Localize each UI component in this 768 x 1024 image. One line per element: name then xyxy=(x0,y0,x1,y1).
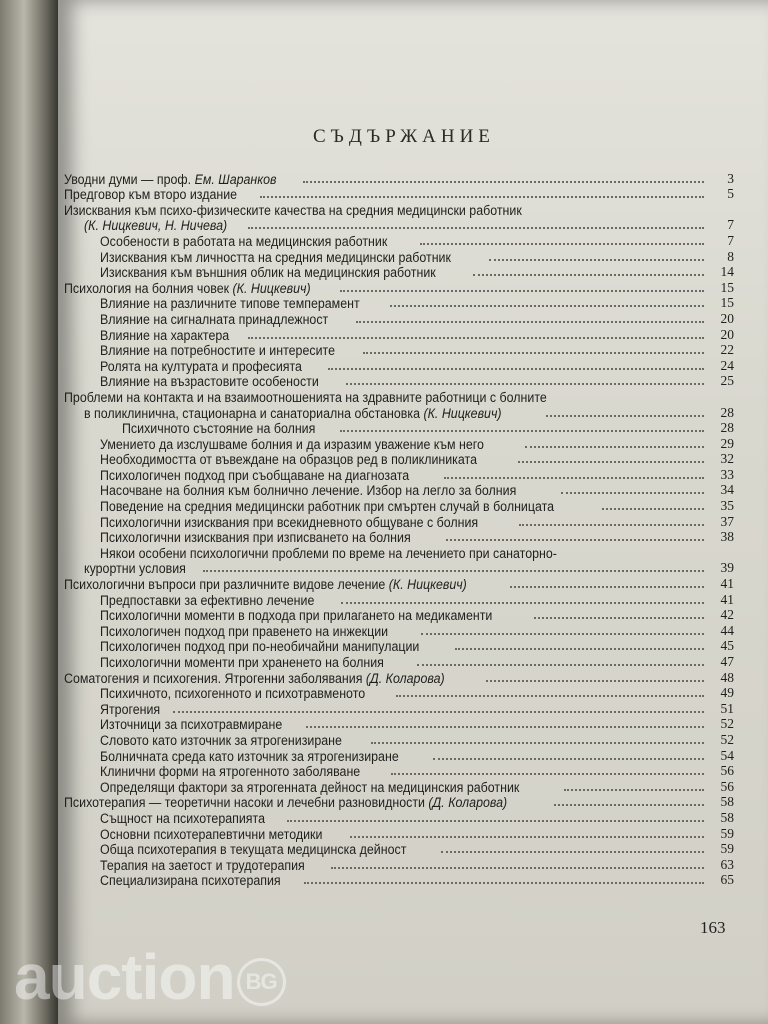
entry-page-number: 44 xyxy=(720,622,734,638)
entry-text: Умението да изслушваме болния и да изразим уважение към него xyxy=(100,436,484,452)
entry-text: Определящи фактори за ятрогенната дейност на медицинския работник xyxy=(100,779,520,795)
entry-page-number: 52 xyxy=(720,716,734,732)
dot-leader xyxy=(554,804,704,806)
watermark-logo xyxy=(14,940,286,1014)
entry-title-continued xyxy=(84,406,502,421)
entry-title xyxy=(100,530,411,545)
entry-title xyxy=(122,421,315,436)
entry-text: Проблеми на контакта и на взаимоотношенията на здравните работници с болните xyxy=(64,389,547,405)
entry-page-number: 32 xyxy=(720,451,734,467)
entry-author: Ем. Шаранков xyxy=(194,171,277,187)
entry-page-number: 54 xyxy=(720,747,734,763)
toc-entry xyxy=(64,280,734,296)
toc-entry xyxy=(64,233,734,249)
toc-entry xyxy=(64,873,734,889)
toc-entry xyxy=(64,467,734,483)
dot-leader xyxy=(363,352,704,354)
entry-text: Влияние на сигналната принадлежност xyxy=(100,311,329,327)
dot-leader xyxy=(519,524,704,526)
dot-leader xyxy=(446,539,704,541)
entry-text: Предговор към второ издание xyxy=(64,187,238,203)
entry-page-number: 34 xyxy=(720,482,734,498)
dot-leader xyxy=(546,415,704,417)
toc-entry xyxy=(64,436,734,452)
dot-leader xyxy=(173,711,704,713)
entry-page-number: 63 xyxy=(720,856,734,872)
entry-title xyxy=(100,515,478,530)
entry-text: Влияние на потребностите и интересите xyxy=(100,343,335,359)
toc-entry xyxy=(64,654,734,670)
entry-title xyxy=(64,281,311,296)
entry-text: Терапия на заетост и трудотерапия xyxy=(100,857,305,873)
entry-text: Ятрогения xyxy=(100,701,161,717)
entry-page-number: 28 xyxy=(720,404,734,420)
entry-text: Изисквания към личността на средния медицински работник xyxy=(100,249,451,265)
entry-page-number: 56 xyxy=(720,763,734,779)
entry-title xyxy=(100,468,409,483)
entry-title xyxy=(100,686,365,701)
toc-entry xyxy=(64,265,734,281)
entry-page-number: 51 xyxy=(720,700,734,716)
entry-text: Влияние на различните типове темперамент xyxy=(100,296,360,312)
toc-entry xyxy=(64,343,734,359)
toc-entry xyxy=(64,779,734,795)
entry-text: Източници за психотравмиране xyxy=(100,717,283,733)
entry-page-number: 20 xyxy=(720,326,734,342)
dot-leader xyxy=(390,305,704,307)
entry-page-number: 58 xyxy=(720,794,734,810)
entry-title xyxy=(100,452,477,467)
entry-title xyxy=(100,858,305,873)
entry-page-number: 41 xyxy=(720,576,734,592)
entry-text: Някои особени психологични проблеми по време на лечението при санаторно- xyxy=(100,545,557,561)
dot-leader xyxy=(341,602,704,604)
table-of-contents xyxy=(64,171,734,888)
toc-entry xyxy=(64,810,734,826)
entry-title xyxy=(100,359,302,374)
dot-leader xyxy=(421,633,704,635)
entry-text: Същност на психотерапията xyxy=(100,810,265,826)
entry-text: Влияние на възрастовите особености xyxy=(100,374,319,390)
dot-leader xyxy=(518,461,704,463)
entry-text: Изисквания към психо-физическите качества на средния медицински работник xyxy=(64,202,522,218)
entry-page-number: 42 xyxy=(720,607,734,623)
entry-title xyxy=(100,702,160,717)
entry-title xyxy=(100,717,282,732)
entry-page-number: 49 xyxy=(720,685,734,701)
toc-entry xyxy=(64,187,734,203)
entry-text: Необходимостта от въвеждане на образцов ред в поликлиниката xyxy=(100,452,477,468)
entry-title-continued xyxy=(84,218,227,233)
entry-page-number: 52 xyxy=(720,731,734,747)
toc-entry xyxy=(64,608,734,624)
toc-entry xyxy=(64,623,734,639)
dot-leader xyxy=(371,742,704,744)
entry-title xyxy=(100,873,281,888)
toc-entry xyxy=(64,842,734,858)
dot-leader xyxy=(525,446,704,448)
entry-author: (Д. Коларова) xyxy=(428,795,508,811)
toc-entry xyxy=(64,389,734,405)
dot-leader xyxy=(303,181,704,183)
dot-leader xyxy=(489,259,704,261)
entry-page-number: 59 xyxy=(720,825,734,841)
entry-page-number: 56 xyxy=(720,778,734,794)
dot-leader xyxy=(510,586,704,588)
toc-entry xyxy=(64,857,734,873)
entry-author: (К. Ницкевич) xyxy=(423,405,502,421)
dot-leader xyxy=(420,243,704,245)
entry-page-number: 7 xyxy=(727,232,734,248)
entry-title xyxy=(100,733,342,748)
entry-text: Клинични форми на ятрогенното заболяване xyxy=(100,764,361,780)
entry-title xyxy=(100,437,484,452)
dot-leader xyxy=(306,726,704,728)
entry-text: Уводни думи — проф. xyxy=(64,171,195,187)
entry-title xyxy=(100,827,322,842)
toc-entry xyxy=(64,592,734,608)
dot-leader xyxy=(248,227,704,229)
toc-entry xyxy=(64,764,734,780)
entry-text: Психологични изисквания при изписването на болния xyxy=(100,530,411,546)
watermark-text: auction xyxy=(14,941,235,1013)
page-title: СЪДЪРЖАНИЕ xyxy=(313,126,495,147)
dot-leader xyxy=(304,882,704,884)
entry-text: Основни психотерапевтични методики xyxy=(100,826,323,842)
dot-leader xyxy=(441,851,704,853)
dot-leader xyxy=(340,430,704,432)
toc-entry xyxy=(64,374,734,390)
toc-entry xyxy=(64,421,734,437)
entry-title xyxy=(100,780,519,795)
toc-entry xyxy=(64,202,734,218)
entry-page-number: 5 xyxy=(727,186,734,202)
dot-leader xyxy=(561,492,705,494)
entry-author: (Д. Коларова) xyxy=(365,670,445,686)
entry-text: Психологични моменти при храненето на болния xyxy=(100,655,384,670)
entry-text: Болничната среда като източник за ятрогенизиране xyxy=(100,748,399,764)
toc-entry xyxy=(64,514,734,530)
entry-text: Изисквания към външния облик на медицинския работник xyxy=(100,265,436,281)
entry-text: Психологични моменти в подхода при прилагането на медикаменти xyxy=(100,608,493,624)
entry-text: Психологичен подход при правенето на инжекции xyxy=(100,623,389,639)
toc-entry xyxy=(64,296,734,312)
entry-page-number: 41 xyxy=(720,591,734,607)
dot-leader xyxy=(486,680,704,682)
dot-leader xyxy=(396,695,704,697)
entry-author: (К. Ницкевич) xyxy=(388,577,467,593)
entry-text: Психичното, психогенното и психотравменото xyxy=(100,686,366,702)
entry-title xyxy=(100,374,319,389)
dot-leader xyxy=(248,337,704,339)
entry-text: Ролята на културата и професията xyxy=(100,358,302,374)
entry-text: Специализирана психотерапия xyxy=(100,873,281,889)
entry-title xyxy=(100,343,335,358)
entry-title xyxy=(100,265,436,280)
entry-title xyxy=(100,296,360,311)
entry-title xyxy=(100,483,516,498)
toc-entry xyxy=(64,576,734,592)
book-spine xyxy=(0,0,60,1024)
entry-text: Насочване на болния към болнично лечение. Избор на легло за болния xyxy=(100,483,517,499)
entry-author: (К. Ницкевич, Н. Ничева) xyxy=(84,218,228,234)
toc-entry xyxy=(64,732,734,748)
toc-entry xyxy=(64,748,734,764)
entry-title xyxy=(100,593,314,608)
entry-title xyxy=(100,546,557,561)
entry-title xyxy=(100,842,406,857)
entry-text-continued: курортни условия xyxy=(84,561,186,577)
dot-leader xyxy=(287,820,704,822)
entry-title xyxy=(64,390,547,405)
entry-title xyxy=(100,811,265,826)
toc-entry xyxy=(64,545,734,561)
dot-leader xyxy=(350,836,704,838)
entry-text: Психологични въпроси при различните видове лечение xyxy=(64,577,389,593)
entry-title xyxy=(64,203,522,218)
dot-leader xyxy=(417,664,704,666)
entry-page-number: 37 xyxy=(720,513,734,529)
toc-entry xyxy=(64,327,734,343)
entry-text: Психотерапия — теоретични насоки и лечебни разновидности xyxy=(64,795,429,811)
toc-entry xyxy=(64,452,734,468)
entry-page-number: 14 xyxy=(720,264,734,280)
entry-text: Обща психотерапия в текущата медицинска дейност xyxy=(100,842,407,858)
entry-page-number: 33 xyxy=(720,466,734,482)
toc-entry xyxy=(64,358,734,374)
dot-leader xyxy=(356,321,704,323)
entry-page-number: 25 xyxy=(720,373,734,389)
toc-entry xyxy=(64,218,734,234)
entry-page-number: 59 xyxy=(720,841,734,857)
entry-text: Предпоставки за ефективно лечение xyxy=(100,592,315,608)
entry-title xyxy=(100,499,554,514)
entry-page-number: 29 xyxy=(720,435,734,451)
dot-leader xyxy=(444,477,704,479)
entry-text: Особености в работата на медицинския работник xyxy=(100,233,388,249)
entry-text: Психологичен подход при по-необичайни манипулации xyxy=(100,639,420,655)
entry-text: Словото като източник за ятрогенизиране xyxy=(100,732,342,748)
entry-page-number: 28 xyxy=(720,420,734,436)
toc-entry xyxy=(64,701,734,717)
dot-leader xyxy=(473,274,704,276)
dot-leader xyxy=(331,867,704,869)
entry-page-number: 8 xyxy=(727,248,734,264)
entry-page-number: 7 xyxy=(727,217,734,233)
entry-title xyxy=(64,187,237,202)
toc-entry xyxy=(64,826,734,842)
dot-leader xyxy=(564,789,704,791)
entry-page-number: 45 xyxy=(720,638,734,654)
entry-page-number: 48 xyxy=(720,669,734,685)
dot-leader xyxy=(346,383,704,385)
toc-entry xyxy=(64,171,734,187)
entry-title xyxy=(100,234,387,249)
entry-page-number: 39 xyxy=(720,560,734,576)
entry-page-number: 22 xyxy=(720,342,734,358)
dot-leader xyxy=(602,508,704,510)
entry-page-number: 3 xyxy=(727,170,734,186)
entry-page-number: 38 xyxy=(720,529,734,545)
dot-leader xyxy=(260,196,704,198)
entry-page-number: 24 xyxy=(720,357,734,373)
entry-page-number: 15 xyxy=(720,279,734,295)
dot-leader xyxy=(203,570,704,572)
entry-title xyxy=(64,172,277,187)
entry-title xyxy=(100,250,451,265)
toc-entry xyxy=(64,405,734,421)
entry-page-number: 58 xyxy=(720,809,734,825)
toc-entry xyxy=(64,249,734,265)
toc-entry xyxy=(64,530,734,546)
entry-title xyxy=(100,608,492,623)
dot-leader xyxy=(328,368,704,370)
toc-entry xyxy=(64,686,734,702)
dot-leader xyxy=(391,773,704,775)
toc-entry xyxy=(64,561,734,577)
toc-entry xyxy=(64,311,734,327)
entry-title xyxy=(64,671,445,686)
entry-text: Психология на болния човек xyxy=(64,280,233,296)
entry-text: Психичното състояние на болния xyxy=(122,421,316,437)
entry-text: Поведение на средния медицински работник при смъртен случай в болницата xyxy=(100,499,555,515)
entry-page-number: 20 xyxy=(720,310,734,326)
dot-leader xyxy=(534,617,704,619)
page-number: 163 xyxy=(700,918,726,937)
entry-text: Психологичен подход при съобщаване на диагнозата xyxy=(100,467,410,483)
entry-title xyxy=(100,749,399,764)
entry-title xyxy=(100,655,384,670)
entry-title-continued xyxy=(84,561,186,576)
toc-entry xyxy=(64,670,734,686)
entry-text: Соматогения и психогения. Ятрогенни заболявания xyxy=(64,670,366,686)
entry-title xyxy=(100,312,328,327)
entry-page-number: 47 xyxy=(720,654,734,669)
entry-text: Психологични изисквания при всекидневното общуване с болния xyxy=(100,514,479,530)
entry-title xyxy=(100,764,360,779)
toc-entry xyxy=(64,795,734,811)
entry-title xyxy=(100,624,388,639)
toc-entry xyxy=(64,717,734,733)
entry-title xyxy=(100,639,419,654)
entry-title xyxy=(100,328,229,343)
entry-page-number: 15 xyxy=(720,295,734,311)
entry-text-continued: в поликлинична, стационарна и санаториална обстановка xyxy=(84,405,424,421)
dot-leader xyxy=(455,648,704,650)
toc-entry xyxy=(64,639,734,655)
toc-entry xyxy=(64,483,734,499)
entry-title xyxy=(64,795,507,810)
watermark-badge: BG xyxy=(237,958,286,1006)
dot-leader xyxy=(340,290,704,292)
entry-author: (К. Ницкевич) xyxy=(232,280,311,296)
entry-text: Влияние на характера xyxy=(100,327,230,343)
dot-leader xyxy=(433,758,704,760)
toc-entry xyxy=(64,498,734,514)
entry-page-number: 35 xyxy=(720,498,734,514)
entry-page-number: 65 xyxy=(720,872,734,888)
entry-title xyxy=(64,577,467,592)
